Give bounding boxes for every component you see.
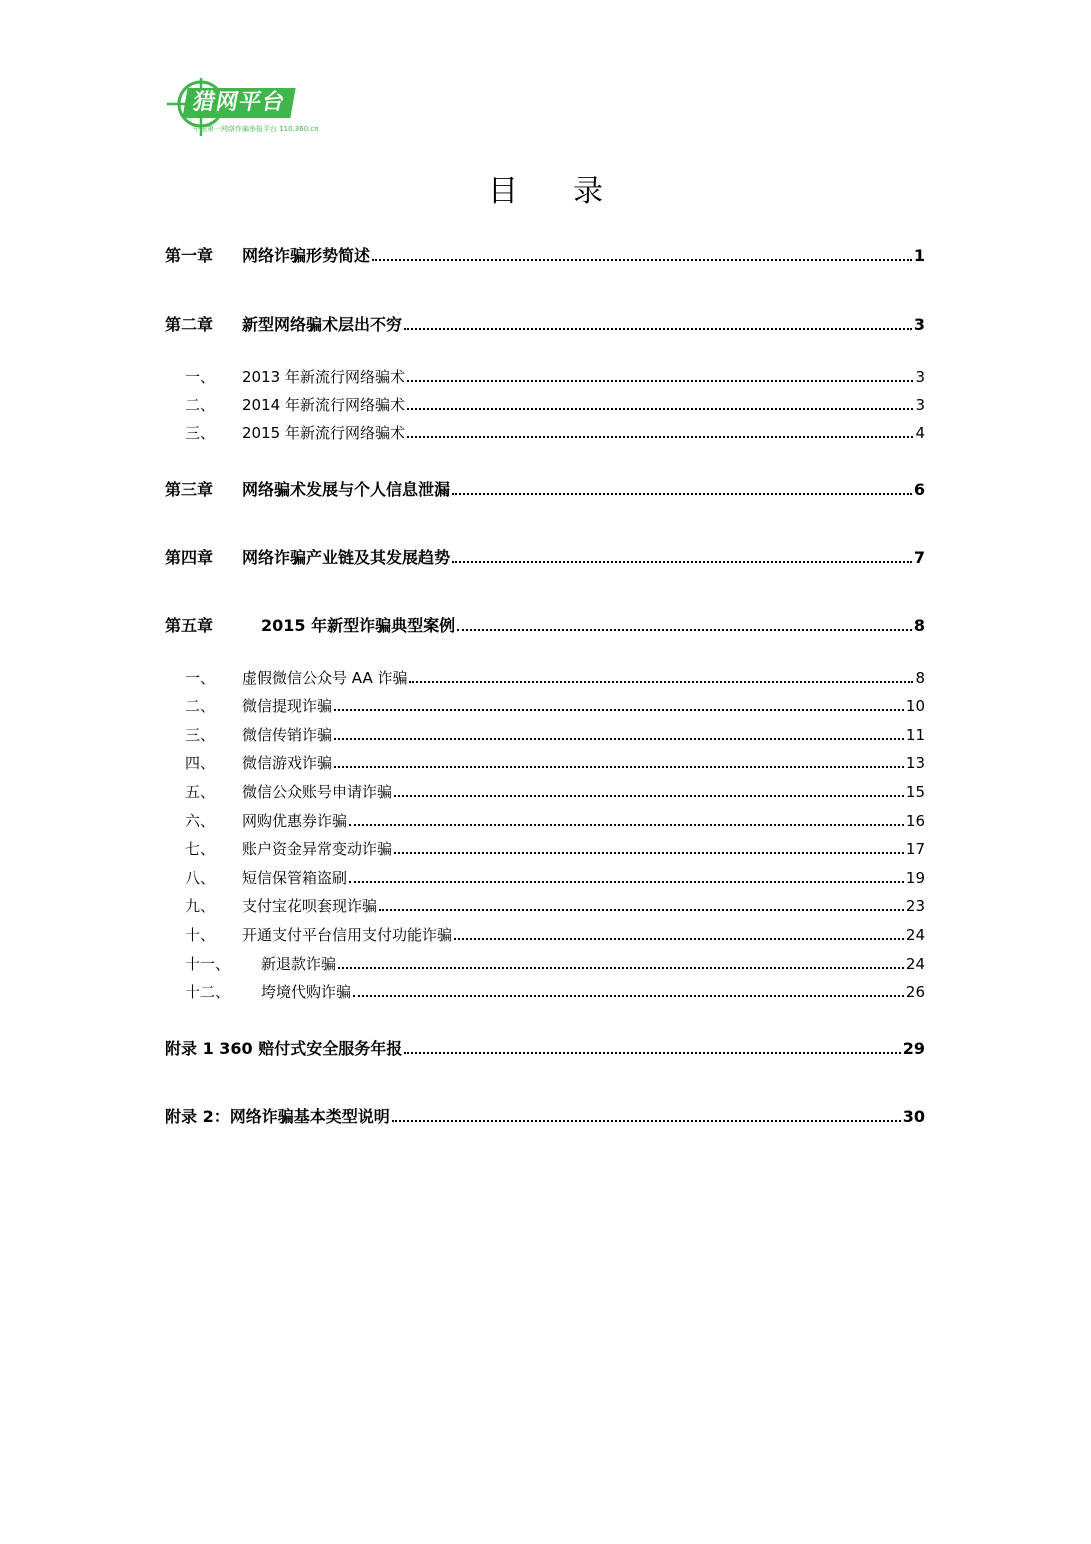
- toc-leader: [334, 766, 904, 768]
- toc-entry[interactable]: [165, 477, 925, 500]
- toc-page: 26: [905, 983, 925, 1001]
- toc-number: 八、: [185, 869, 216, 887]
- toc-entry[interactable]: [165, 838, 925, 859]
- toc-label: 虚假微信公众号 AA 诈骗: [242, 669, 408, 687]
- toc-number: 三、: [185, 424, 216, 442]
- toc-number: 三、: [185, 726, 216, 744]
- toc-leader: [349, 824, 904, 826]
- toc-number: 十二、: [185, 983, 231, 1001]
- toc-page: 3: [915, 396, 925, 414]
- toc-label: 开通支付平台信用支付功能诈骗: [242, 926, 453, 944]
- toc-page: 3: [915, 368, 925, 386]
- toc-label: 附录 1 360 赔付式安全服务年报: [165, 1039, 403, 1058]
- toc-leader: [457, 629, 912, 631]
- toc-label: 微信传销诈骗: [242, 726, 333, 744]
- toc-page: 17: [905, 840, 925, 858]
- toc-page: 11: [905, 726, 925, 744]
- logo-subtitle: 中国第一网络诈骗举报平台 110.360.cn: [193, 125, 319, 133]
- toc-page: 19: [905, 869, 925, 887]
- toc-label: 微信提现诈骗: [242, 697, 333, 715]
- toc-entry[interactable]: [165, 924, 925, 945]
- logo: [163, 78, 319, 140]
- toc-number: 第二章: [165, 315, 214, 334]
- toc-leader: [353, 995, 904, 997]
- toc-number: 七、: [185, 840, 216, 858]
- toc-label: 微信游戏诈骗: [242, 754, 333, 772]
- toc-page: 30: [902, 1107, 925, 1126]
- toc-entry[interactable]: [165, 752, 925, 773]
- toc-entry[interactable]: [165, 810, 925, 831]
- toc-number: 十一、: [185, 955, 231, 973]
- toc-entry[interactable]: [165, 1036, 925, 1059]
- toc-label: 2015 年新型诈骗典型案例: [261, 616, 456, 635]
- toc-number: 九、: [185, 897, 216, 915]
- toc-label: 新退款诈骗: [261, 955, 337, 973]
- toc-leader: [392, 1120, 901, 1122]
- toc-label: 支付宝花呗套现诈骗: [242, 897, 378, 915]
- toc-leader: [394, 795, 904, 797]
- page-title: 目录: [488, 174, 658, 209]
- toc-leader: [452, 561, 912, 563]
- toc-page: 15: [905, 783, 925, 801]
- toc-leader: [349, 881, 904, 883]
- toc-entry[interactable]: [165, 243, 925, 266]
- toc-number: 第五章: [165, 616, 214, 635]
- toc-leader: [407, 408, 914, 410]
- toc-number: 第三章: [165, 480, 214, 499]
- toc-number: 十、: [185, 926, 216, 944]
- toc-number: 四、: [185, 754, 216, 772]
- toc-leader: [379, 909, 904, 911]
- toc-label: 2013 年新流行网络骗术: [242, 368, 405, 386]
- toc-leader: [452, 493, 912, 495]
- toc-entry[interactable]: [165, 724, 925, 745]
- toc-entry[interactable]: [165, 422, 925, 443]
- toc-page: 16: [905, 812, 925, 830]
- toc-label: 垮境代购诈骗: [261, 983, 352, 1001]
- toc-label: 网络诈骗形势简述: [242, 246, 371, 265]
- toc-number: 第四章: [165, 548, 214, 567]
- toc-label: 2015 年新流行网络骗术: [242, 424, 405, 442]
- toc-page: 10: [905, 697, 925, 715]
- toc-leader: [338, 967, 904, 969]
- toc-leader: [409, 681, 913, 683]
- toc-entry[interactable]: [165, 953, 925, 974]
- toc-entry[interactable]: [165, 366, 925, 387]
- toc-page: 24: [905, 926, 925, 944]
- toc-entry[interactable]: [165, 695, 925, 716]
- toc-label: 附录 2：网络诈骗基本类型说明: [165, 1107, 390, 1126]
- toc-entry[interactable]: [165, 1104, 925, 1127]
- toc-leader: [372, 259, 912, 261]
- toc-number: 一、: [185, 368, 216, 386]
- toc-label: 短信保管箱盗刷: [242, 869, 348, 887]
- toc-entry[interactable]: [165, 895, 925, 916]
- toc-page: 29: [902, 1039, 925, 1058]
- toc-label: 网络骗术发展与个人信息泄漏: [242, 480, 451, 499]
- toc-number: 六、: [185, 812, 216, 830]
- toc-label: 网络诈骗产业链及其发展趋势: [242, 548, 451, 567]
- toc-leader: [394, 852, 904, 854]
- toc-page: 8: [915, 669, 925, 687]
- toc-leader: [454, 938, 904, 940]
- toc-entry[interactable]: [165, 981, 925, 1002]
- toc-number: 五、: [185, 783, 216, 801]
- toc-label: 账户资金异常变动诈骗: [242, 840, 393, 858]
- toc-label: 网购优惠券诈骗: [242, 812, 348, 830]
- toc-leader: [407, 380, 914, 382]
- toc-page: 8: [913, 616, 925, 635]
- logo-name: 猎网平台: [182, 88, 295, 118]
- toc-page: 3: [913, 315, 925, 334]
- toc-label: 新型网络骗术层出不穷: [242, 315, 403, 334]
- toc-number: 二、: [185, 697, 216, 715]
- toc-number: 一、: [185, 669, 216, 687]
- toc-label: 2014 年新流行网络骗术: [242, 396, 405, 414]
- toc-leader: [407, 436, 914, 438]
- toc-number: 第一章: [165, 246, 214, 265]
- toc-entry[interactable]: [165, 867, 925, 888]
- toc-page: 4: [915, 424, 925, 442]
- toc-entry[interactable]: [165, 394, 925, 415]
- toc-leader: [404, 328, 912, 330]
- toc-number: 二、: [185, 396, 216, 414]
- toc-entry[interactable]: [165, 613, 925, 636]
- toc-page: 13: [905, 754, 925, 772]
- toc-page: 1: [913, 246, 925, 265]
- toc-leader: [404, 1052, 900, 1054]
- toc-page: 7: [913, 548, 925, 567]
- toc-entry[interactable]: [165, 781, 925, 802]
- toc-entry[interactable]: [165, 312, 925, 335]
- toc-page: 6: [913, 480, 925, 499]
- toc-leader: [334, 738, 904, 740]
- toc-leader: [334, 709, 904, 711]
- toc-entry[interactable]: [165, 667, 925, 688]
- toc-entry[interactable]: [165, 545, 925, 568]
- toc-page: 23: [905, 897, 925, 915]
- toc-page: 24: [905, 955, 925, 973]
- toc-label: 微信公众账号申请诈骗: [242, 783, 393, 801]
